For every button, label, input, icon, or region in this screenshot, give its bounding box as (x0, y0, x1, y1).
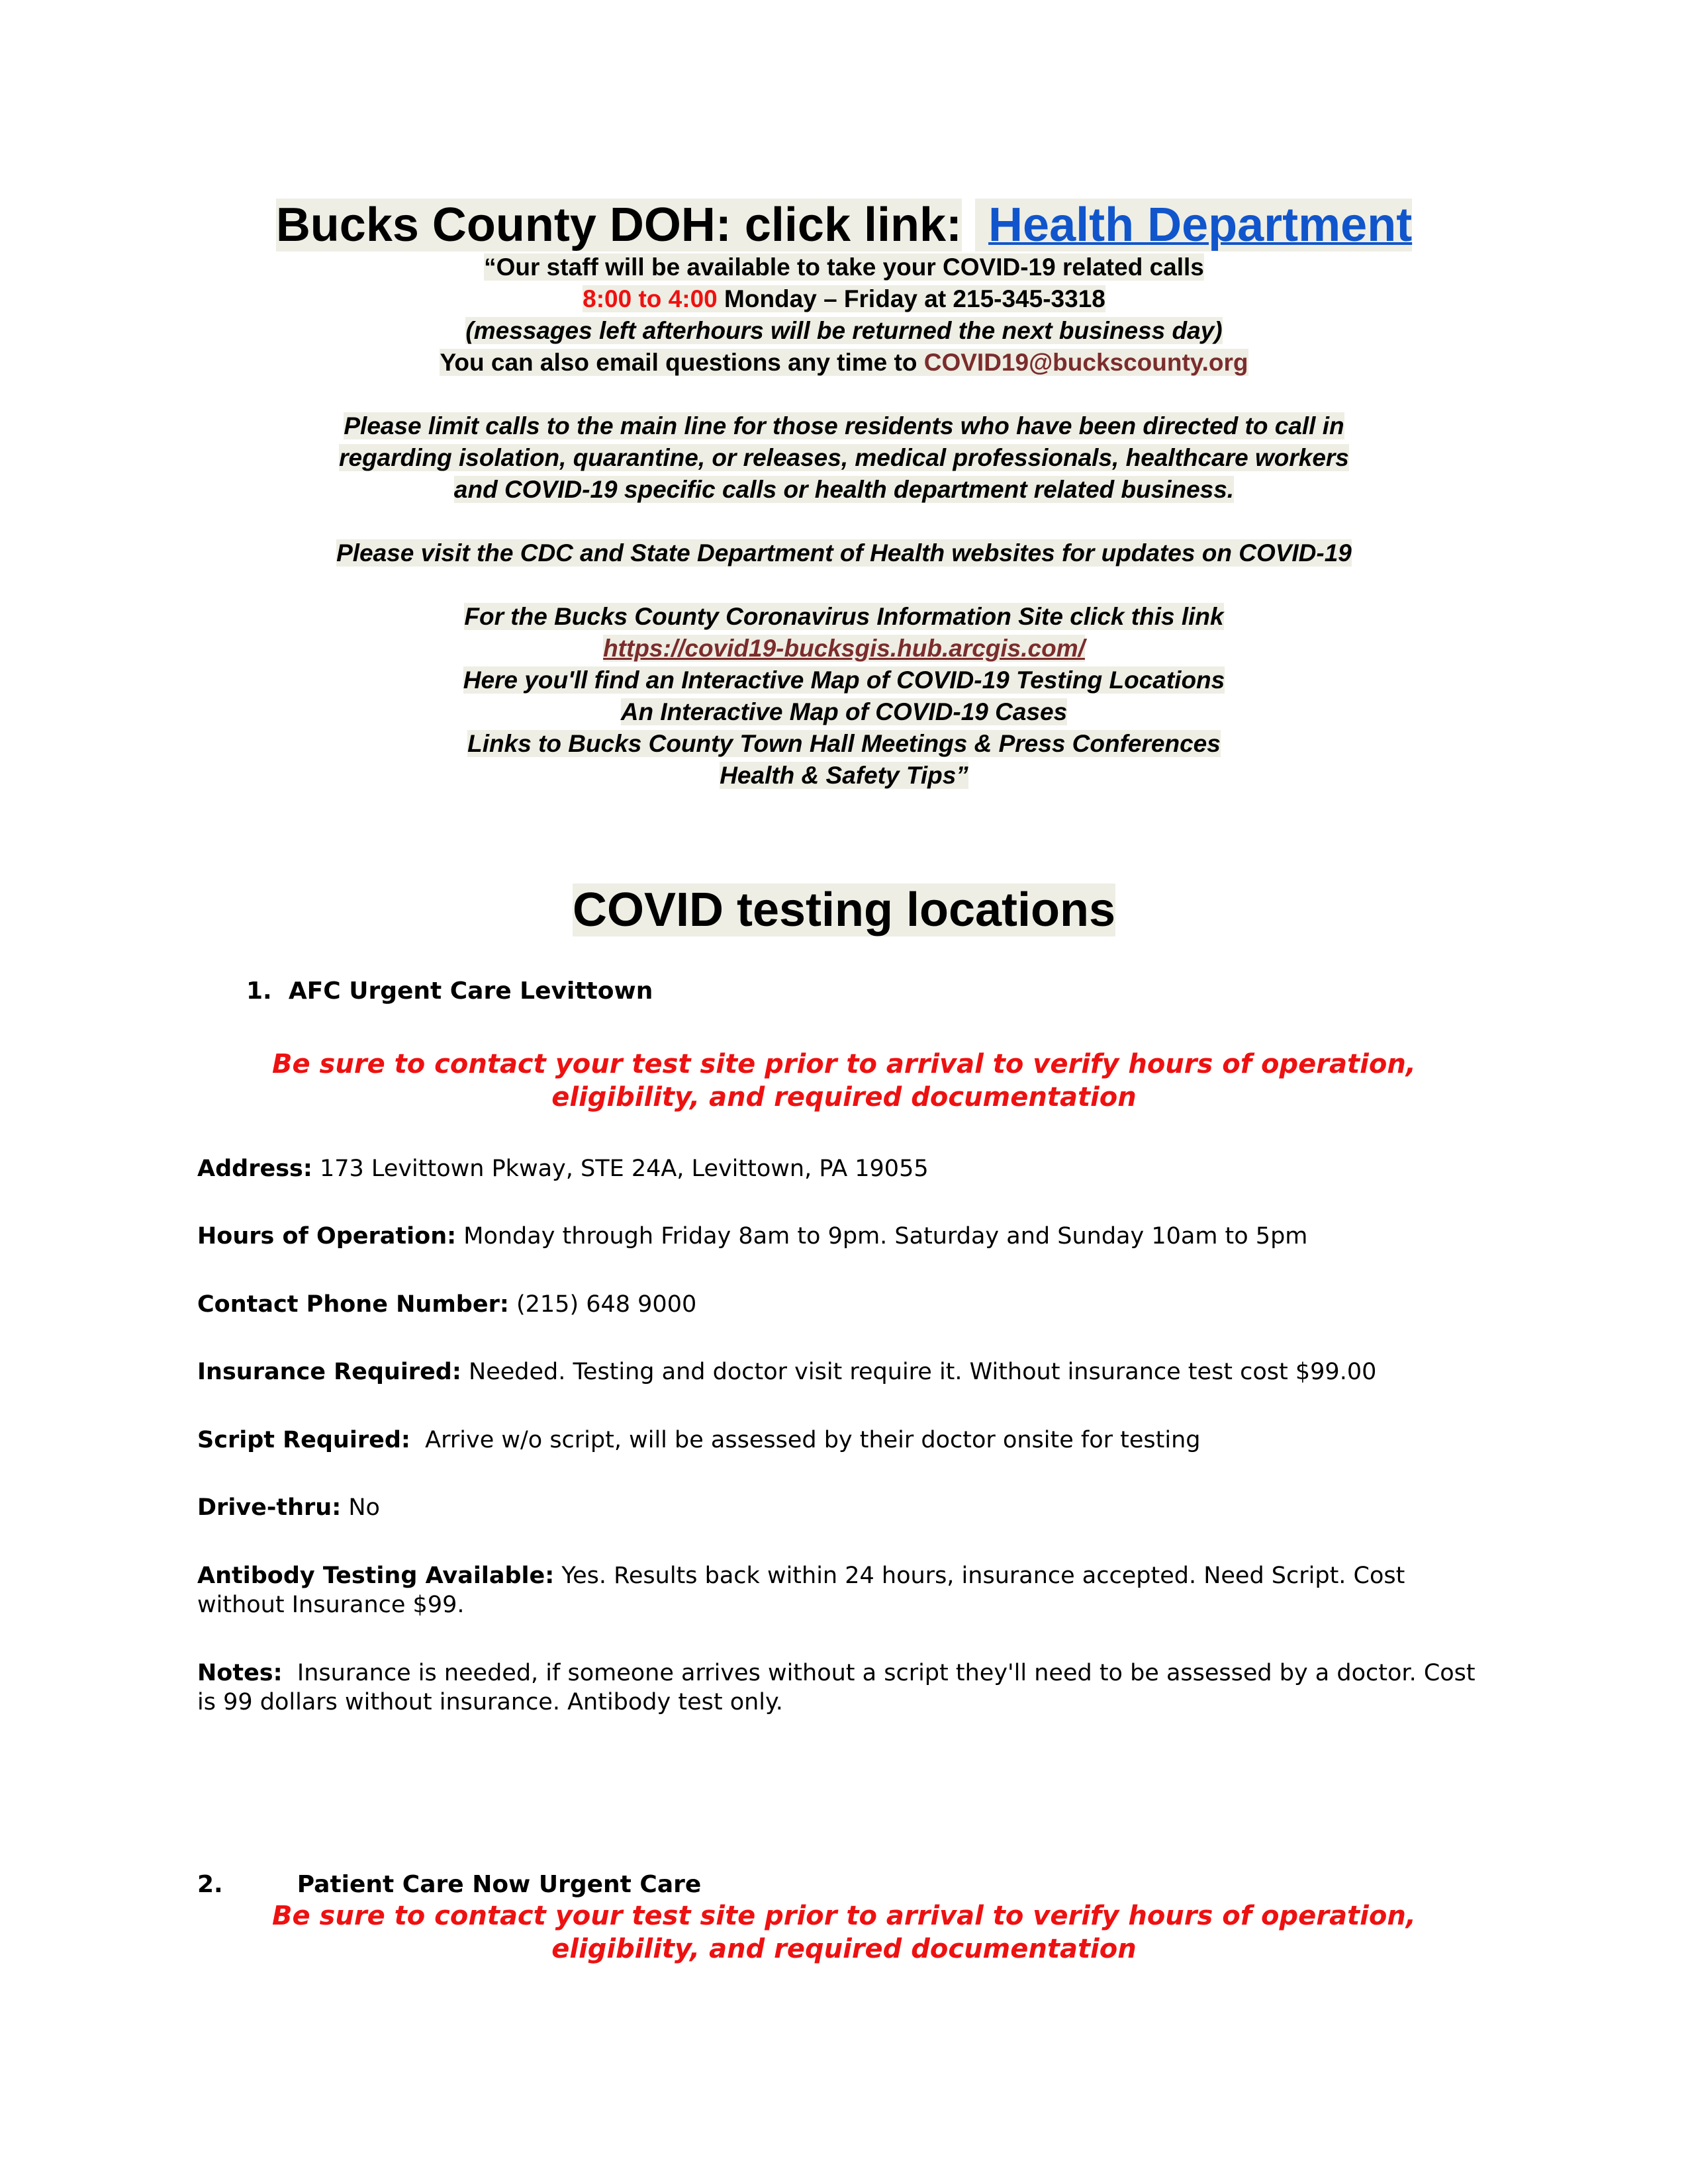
doh-title-prefix: Bucks County DOH: click link: (275, 199, 962, 251)
address-value: 173 Levittown Pkway, STE 24A, Levittown, PA 19055 (320, 1156, 929, 1182)
call-hours: 8:00 to 4:00 (583, 285, 718, 312)
town-hall-line: Links to Bucks County Town Hall Meetings & Press Conferences (467, 730, 1221, 757)
phone-row (197, 1290, 1495, 1319)
drive-thru-value: No (348, 1494, 380, 1521)
hours-row (197, 1222, 1495, 1251)
script-row (197, 1426, 1495, 1455)
location-1-number: 1. (246, 978, 272, 1005)
warning-line-1: Be sure to contact your test site prior to arrival to verify hours of operation, (272, 1049, 1416, 1079)
testing-locations-title (0, 880, 1688, 940)
drive-thru-label: Drive-thru: (197, 1494, 342, 1521)
afterhours-note: (messages left afterhours will be returned the next business day) (465, 317, 1223, 344)
location-2-heading (197, 1870, 701, 1900)
email-address[interactable]: COVID19@buckscounty.org (923, 349, 1248, 376)
call-days-phone: Monday – Friday at 215-345-3318 (724, 285, 1105, 312)
visit-websites-line: Please visit the CDC and State Department of Health websites for updates on COVID-19 (336, 539, 1352, 567)
phone-label: Contact Phone Number: (197, 1291, 509, 1318)
drive-thru-row (197, 1493, 1495, 1522)
limit-calls-line-3: and COVID-19 specific calls or health department related business. (453, 476, 1235, 503)
info-site-url[interactable]: https://covid19-bucksgis.hub.arcgis.com/ (603, 635, 1085, 662)
phone-value[interactable]: (215) 648 9000 (516, 1291, 697, 1318)
script-label: Script Required: (197, 1427, 410, 1453)
antibody-row (197, 1561, 1495, 1619)
antibody-value: Yes. Results back within 24 hours, insurance accepted. Need Script. Cost without Insurance $99. (197, 1563, 1405, 1618)
testing-locations-title-text: COVID testing locations (572, 884, 1116, 936)
testing-map-line: Here you'll find an Interactive Map of COVID-19 Testing Locations (463, 666, 1225, 694)
hours-label: Hours of Operation: (197, 1223, 457, 1250)
warning-line-2: eligibility, and required documentation (551, 1934, 1137, 1964)
doh-title (0, 199, 1688, 251)
info-site-line: For the Bucks County Coronavirus Information Site click this link (464, 603, 1224, 630)
cases-map-line: An Interactive Map of COVID-19 Cases (620, 698, 1068, 725)
antibody-label: Antibody Testing Available: (197, 1563, 555, 1589)
insurance-value: Needed. Testing and doctor visit require it. Without insurance test cost $99.00 (469, 1359, 1377, 1385)
staff-availability-line: “Our staff will be available to take your COVID-19 related calls (484, 253, 1204, 281)
notes-label: Notes: (197, 1660, 283, 1686)
location-1-warning (0, 1048, 1688, 1114)
address-label: Address: (197, 1156, 312, 1182)
location-1-name: AFC Urgent Care Levittown (288, 978, 653, 1005)
location-2-number: 2. (197, 1871, 223, 1898)
location-2-warning (0, 1899, 1688, 1966)
limit-calls-line-2: regarding isolation, quarantine, or releases, medical professionals, healthcare workers (339, 444, 1349, 471)
warning-line-1: Be sure to contact your test site prior to arrival to verify hours of operation, (272, 1901, 1416, 1931)
email-prompt: You can also email questions any time to (440, 349, 917, 376)
address-row (197, 1154, 1495, 1183)
notes-value: Insurance is needed, if someone arrives without a script they'll need to be assessed by a doctor. Cost is 99 dollars without insurance. Antibody test only. (197, 1660, 1476, 1715)
health-department-link[interactable]: Health Department (988, 199, 1413, 251)
notes-row (197, 1659, 1495, 1717)
warning-line-2: eligibility, and required documentation (551, 1082, 1137, 1113)
insurance-label: Insurance Required: (197, 1359, 461, 1385)
insurance-row (197, 1357, 1495, 1387)
location-2-name: Patient Care Now Urgent Care (297, 1871, 702, 1898)
limit-calls-line-1: Please limit calls to the main line for those residents who have been directed to call in (344, 412, 1344, 439)
safety-tips-line: Health & Safety Tips” (720, 762, 968, 789)
doh-header (0, 199, 1688, 792)
hours-value: Monday through Friday 8am to 9pm. Saturday and Sunday 10am to 5pm (463, 1223, 1308, 1250)
location-1-heading (246, 976, 653, 1007)
script-value: Arrive w/o script, will be assessed by their doctor onsite for testing (425, 1427, 1201, 1453)
